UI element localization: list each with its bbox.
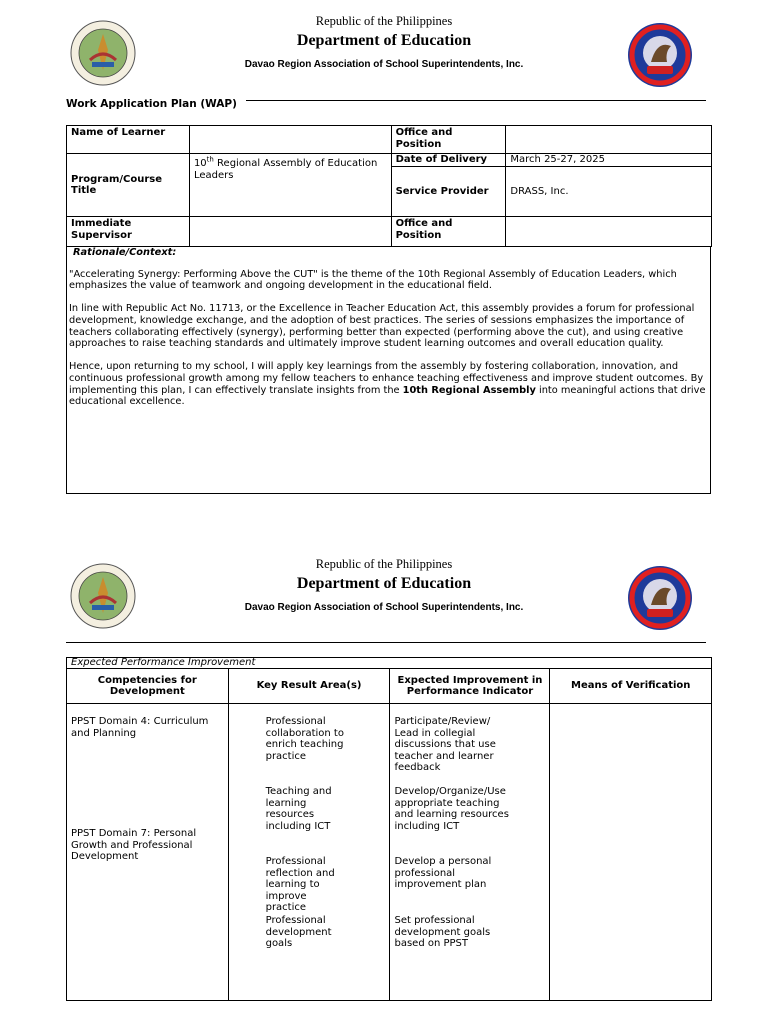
republic-heading: Republic of the Philippines [315, 557, 453, 571]
service-provider-label: Service Provider [391, 167, 506, 217]
col-competencies-header: Competencies for Development [67, 669, 229, 704]
name-of-learner-label: Name of Learner [67, 126, 190, 154]
indicator-item: Develop a personal professional improvement plan [394, 856, 492, 890]
program-ordinal: th [206, 155, 214, 164]
office-position-label-2: Office and Position [391, 217, 506, 247]
department-heading: Department of Education [296, 32, 472, 49]
col-verification-header: Means of Verification [550, 669, 712, 704]
competency-domain-4: PPST Domain 4: Curriculum and Planning [71, 716, 209, 739]
col-indicator-header: Expected Improvement in Performance Indicator [390, 669, 550, 704]
service-provider-value: DRASS, Inc. [506, 167, 712, 217]
republic-heading: Republic of the Philippines [315, 14, 453, 28]
rationale-section [66, 247, 711, 494]
rationale-paragraph-1: "Accelerating Synergy: Performing Above the CUT" is the theme of the 10th Regional Assembly of Education Leaders, which emphasizes the value of teamwork and ongoing development in the educational field. [69, 268, 677, 292]
deped-seal-icon [70, 563, 136, 629]
kra-item: Professional collaboration to enrich teaching practice [265, 716, 344, 762]
rationale-paragraph-2: In line with Republic Act No. 11713, or the Excellence in Teacher Education Act, this assembly provides a forum for professional development, knowledge exchange, and the adoption of best practices. The series of sessions emphasizes the importance of teachers collaborating effectively (synergy), performing better than expected (performing above the cut), and using creative approaches to raise teaching standards and ultimately improve student learning outcomes and overall education quality. [69, 303, 695, 350]
kra-item: Professional reflection and learning to improve practice [265, 856, 335, 913]
indicator-item: Develop/Organize/Use appropriate teaching and learning resources including ICT [394, 786, 509, 832]
kra-item: Teaching and learning resources including ICT [265, 786, 332, 832]
competencies-cell [67, 704, 229, 1001]
rationale-title: Rationale/Context: [73, 247, 177, 258]
deped-seal-icon [70, 20, 136, 86]
office-position-value [506, 126, 712, 154]
verification-cell [550, 704, 712, 1001]
program-title-label: Program/Course Title [67, 154, 190, 217]
program-title-value [189, 154, 391, 217]
department-heading: Department of Education [296, 575, 472, 592]
epi-title: Expected Performance Improvement [67, 658, 712, 669]
expected-performance-table [66, 657, 712, 1001]
office-position-value-2 [506, 217, 712, 247]
rationale-p3-end: into meaningful actions that drive educational excellence. [69, 384, 706, 408]
kra-item: Professional development goals [265, 915, 332, 949]
program-name: Regional Assembly of Education Leaders [193, 158, 378, 181]
date-of-delivery-value: March 25-27, 2025 [506, 154, 712, 167]
indicator-item: Set professional development goals based on PPST [394, 915, 491, 949]
name-of-learner-value [189, 126, 391, 154]
page-1 [0, 0, 768, 500]
kra-cell [228, 704, 390, 1001]
competency-domain-7: PPST Domain 7: Personal Growth and Professional Development [71, 828, 197, 862]
immediate-supervisor-label: Immediate Supervisor [67, 217, 190, 247]
header-divider [246, 100, 706, 101]
rationale-p3-start: Hence, upon returning to my school, I will apply key learnings from the assembly by fostering collaboration, innovation, and continuous professional growth among my fellow teachers to enhance teaching effectiveness and improve student outcomes. By implementing this plan, I can effectively translate insights from the [69, 361, 704, 396]
indicator-item: Participate/Review/ Lead in collegial discussions that use teacher and learner feedback [394, 716, 496, 773]
wap-title: Work Application Plan (WAP) [66, 98, 237, 110]
indicator-cell [390, 704, 550, 1001]
date-of-delivery-label: Date of Delivery [391, 154, 506, 167]
program-number: 10 [193, 158, 207, 169]
rationale-paragraph-3 [69, 361, 708, 407]
immediate-supervisor-value [189, 217, 391, 247]
wap-info-table [66, 125, 712, 247]
header-divider [66, 642, 706, 643]
office-position-label: Office and Position [391, 126, 506, 154]
association-heading: Davao Region Association of School Superintendents, Inc. [244, 59, 524, 70]
rationale-p3-bold: 10th Regional Assembly [402, 384, 536, 396]
association-heading: Davao Region Association of School Superintendents, Inc. [244, 602, 524, 613]
col-kra-header: Key Result Area(s) [228, 669, 390, 704]
page-2 [0, 543, 768, 1024]
